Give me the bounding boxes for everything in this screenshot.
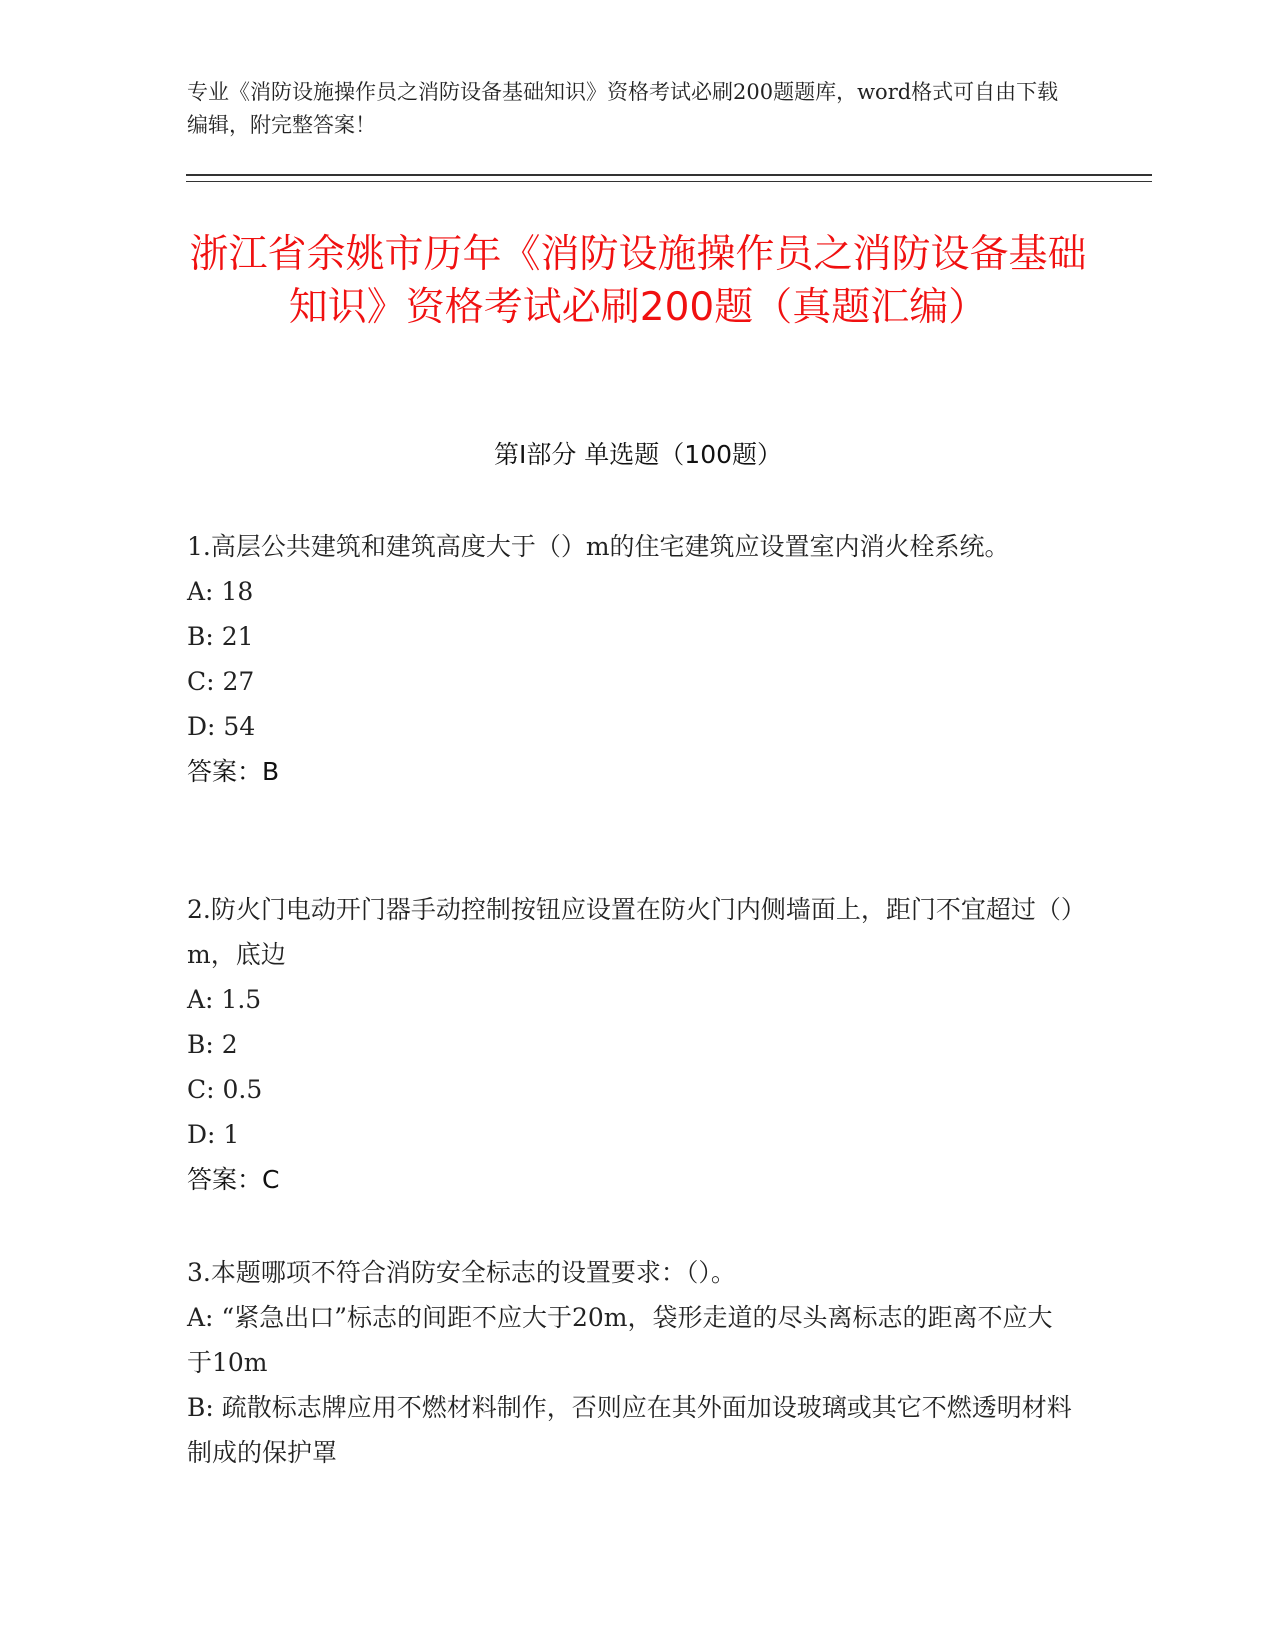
option-d: D: 1 [187,1120,240,1149]
option-d: D: 54 [187,712,256,741]
question-3 [187,1250,1077,1475]
option-a: A: “紧急出口”标志的间距不应大于20m，袋形走道的尽头离标志的距离不应大于10m [187,1303,1053,1377]
section-title: 第Ⅰ部分 单选题（100题） [493,440,783,469]
header-divider-thick [186,174,1152,176]
answer: 答案：B [187,757,280,786]
question-stem: 3.本题哪项不符合消防安全标志的设置要求：（）。 [187,1258,736,1287]
option-c: C: 0.5 [187,1075,263,1104]
question-2 [187,887,1077,1202]
option-b: B: 疏散标志牌应用不燃材料制作，否则应在其外面加设玻璃或其它不燃透明材料制成的保护罩 [187,1393,1072,1467]
question-1 [187,524,1077,794]
question-stem: 2.防火门电动开门器手动控制按钮应设置在防火门内侧墙面上，距门不宜超过（）m，底边 [187,895,1074,969]
header-note: 专业《消防设施操作员之消防设备基础知识》资格考试必刷200题题库，word格式可自由下载编辑，附完整答案！ [187,80,1059,137]
option-a: A: 1.5 [187,985,262,1014]
header-divider-thin [186,181,1152,182]
option-c: C: 27 [187,667,255,696]
document-title: 浙江省余姚市历年《消防设施操作员之消防设备基础知识》资格考试必刷200题（真题汇编） [189,232,1087,330]
answer: 答案：C [187,1165,280,1194]
option-a: A: 18 [187,577,254,606]
option-b: B: 21 [187,622,254,651]
option-b: B: 2 [187,1030,238,1059]
question-stem: 1.高层公共建筑和建筑高度大于（）m的住宅建筑应设置室内消火栓系统。 [187,532,1010,561]
